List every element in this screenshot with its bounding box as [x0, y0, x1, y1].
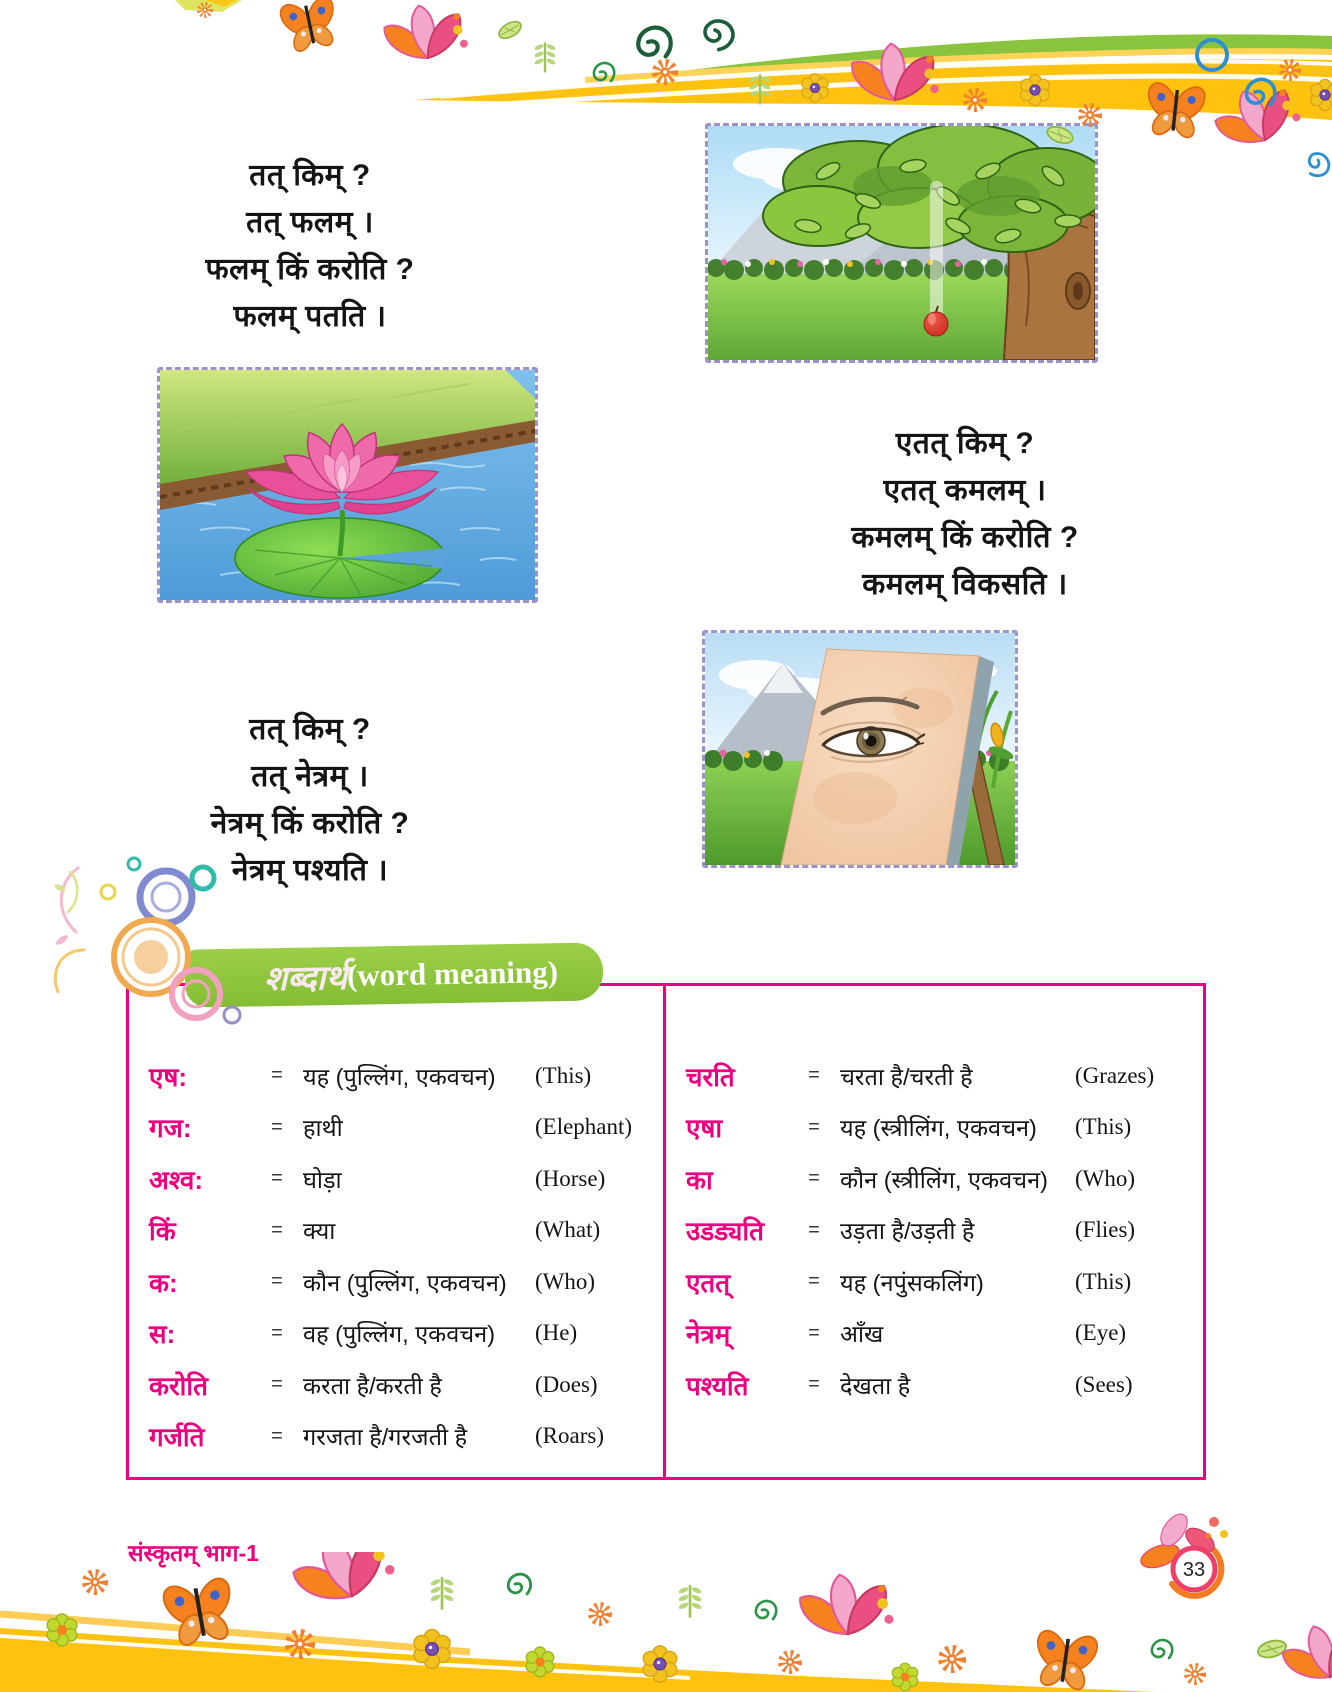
equals-sign: = [808, 1373, 820, 1396]
english-meaning: (Flies) [1075, 1217, 1136, 1243]
spiral-icon [638, 28, 670, 57]
equals-sign: = [808, 1321, 820, 1344]
equals-sign: = [808, 1218, 820, 1241]
spiral-icon [756, 1601, 776, 1619]
english-meaning: (This) [1075, 1268, 1132, 1294]
equals-sign: = [808, 1115, 820, 1138]
spiral-icon [1152, 1640, 1172, 1658]
starburst-icon [1188, 1667, 1202, 1681]
english-meaning: (He) [535, 1320, 578, 1346]
sanskrit-word: करोति [149, 1370, 208, 1401]
illustration-lotus [157, 367, 538, 603]
petal-flower-icon [789, 1564, 900, 1649]
top-decorative-border [0, 0, 1332, 185]
word-meaning-row [149, 1102, 657, 1154]
dialogue-line: तत् नेत्रम् । [251, 760, 369, 793]
starburst-icon [782, 1654, 798, 1670]
dialogue-line: कमलम् किं करोति ? [851, 521, 1079, 554]
hindi-meaning: यह (पुल्लिंग, एकवचन) [303, 1063, 496, 1090]
hindi-meaning: यह (स्त्रीलिंग, एकवचन) [840, 1115, 1037, 1142]
hindi-meaning: चरता है/चरती है [840, 1063, 973, 1090]
word-meaning-row [149, 1411, 657, 1463]
yellow-band [0, 1628, 1155, 1692]
petal-flower-icon [1278, 1623, 1332, 1684]
page-number-badge [1122, 1492, 1252, 1617]
english-meaning: (What) [535, 1217, 601, 1243]
butterfly-icon [272, 0, 347, 58]
hindi-meaning: क्या [303, 1218, 336, 1245]
apple-fall-streak [930, 181, 943, 321]
word-meaning-column-right [666, 986, 1203, 1477]
word-meaning-table [126, 983, 1206, 1480]
word-meaning-row [686, 1256, 1197, 1308]
spiral-icon [508, 1574, 530, 1594]
english-meaning: (Who) [535, 1268, 596, 1294]
leaf-icon [1045, 124, 1075, 147]
english-meaning: (Who) [1075, 1165, 1136, 1191]
word-meaning-row [149, 1308, 657, 1360]
equals-sign: = [808, 1064, 820, 1087]
word-meaning-row [149, 1359, 657, 1411]
flower-icon [526, 1647, 554, 1677]
hindi-meaning: वह (पुल्लिंग, एकवचन) [303, 1321, 496, 1348]
word-meaning-row [686, 1050, 1197, 1102]
english-meaning: (This) [535, 1062, 592, 1088]
word-meaning-row [686, 1205, 1197, 1257]
dialogue-block-2 [765, 420, 1165, 608]
flower-icon [643, 1646, 677, 1682]
dialogue-line: नेत्रम् किं करोति ? [210, 807, 410, 840]
sanskrit-word: एष: [149, 1061, 188, 1092]
hindi-meaning: कौन (पुल्लिंग, एकवचन) [303, 1269, 507, 1296]
spiral-icon [1307, 152, 1330, 177]
equals-sign: = [271, 1218, 283, 1241]
leaf-icon [496, 18, 524, 42]
sanskrit-word: चरति [686, 1061, 735, 1092]
fern-icon [430, 1577, 454, 1610]
english-meaning: (This) [1075, 1114, 1132, 1140]
dialogue-line: एतत् किम् ? [895, 427, 1035, 460]
sanskrit-word: उडड्यति [686, 1216, 764, 1247]
word-meaning-row [686, 1153, 1197, 1205]
english-meaning: (Horse) [535, 1165, 606, 1191]
hindi-meaning: देखता है [840, 1372, 911, 1399]
starburst-icon [1082, 107, 1098, 123]
fern-icon [678, 1585, 702, 1618]
dialogue-line: तत् किम् ? [249, 713, 371, 746]
flower-icon [892, 1663, 917, 1691]
petal-flower-icon [285, 1552, 397, 1609]
fern-icon [534, 42, 557, 72]
sanskrit-word: क: [149, 1267, 178, 1298]
flower-icon [802, 74, 828, 103]
starburst-icon [943, 1650, 961, 1668]
word-meaning-row [149, 1205, 657, 1257]
english-meaning: (Elephant) [535, 1114, 633, 1140]
equals-sign: = [271, 1373, 283, 1396]
english-meaning: (Sees) [1075, 1371, 1133, 1397]
equals-sign: = [271, 1115, 283, 1138]
sanskrit-word: का [686, 1164, 713, 1195]
sanskrit-word: नेत्रम् [686, 1319, 731, 1350]
hindi-meaning: कौन (स्त्रीलिंग, एकवचन) [840, 1166, 1048, 1193]
equals-sign: = [271, 1270, 283, 1293]
word-meaning-row [686, 1308, 1197, 1360]
equals-sign: = [808, 1167, 820, 1190]
butterfly-icon [1025, 1623, 1105, 1692]
flower-icon [1021, 74, 1050, 105]
hindi-meaning: यह (नपुंसकलिंग) [840, 1269, 984, 1296]
sanskrit-word: एतत् [686, 1267, 731, 1298]
hindi-meaning: करता है/करती है [303, 1372, 442, 1399]
equals-sign: = [271, 1424, 283, 1447]
heading-english: (word meaning) [346, 954, 559, 993]
dialogue-line: नेत्रम् पश्यति । [231, 854, 389, 887]
equals-sign: = [271, 1321, 283, 1344]
sanskrit-word: किं [149, 1216, 176, 1247]
sanskrit-word: गर्जति [149, 1422, 205, 1453]
flower-icon [414, 1630, 450, 1669]
dialogue-line: फलम् किं करोति ? [205, 253, 415, 286]
dialogue-line: फलम् पतति । [233, 300, 387, 333]
hindi-meaning: घोड़ा [303, 1166, 342, 1193]
word-meaning-row [149, 1256, 657, 1308]
hindi-meaning: गरजता है/गरजती है [303, 1424, 468, 1451]
flower-icon [47, 1614, 77, 1646]
sanskrit-word: स: [149, 1319, 176, 1350]
spiral-icon [700, 15, 738, 53]
page-number: 33 [1182, 1559, 1206, 1581]
hindi-meaning: उड़ता है/उड़ती है [840, 1218, 975, 1245]
petal-flower-icon [375, 0, 472, 70]
sanskrit-word: पश्यति [686, 1370, 749, 1401]
dialogue-line: तत् किम् ? [249, 159, 371, 192]
word-meaning-row [149, 1050, 657, 1102]
word-meaning-row [686, 1359, 1197, 1411]
heading-sanskrit: शब्दार्थ [263, 958, 348, 999]
illustration-eye-easel [702, 630, 1018, 868]
word-meaning-row [149, 1153, 657, 1205]
sanskrit-word: एषा [686, 1113, 723, 1144]
sanskrit-word: अश्व: [149, 1164, 204, 1195]
equals-sign: = [808, 1270, 820, 1293]
english-meaning: (Grazes) [1075, 1062, 1155, 1088]
starburst-icon [87, 1574, 104, 1591]
english-meaning: (Does) [535, 1371, 598, 1397]
english-meaning: (Eye) [1075, 1320, 1127, 1346]
dialogue-line: कमलम् विकसति । [862, 568, 1068, 601]
equals-sign: = [271, 1064, 283, 1087]
circles-flourish [46, 852, 276, 1027]
word-meaning-row [686, 1102, 1197, 1154]
hindi-meaning: आँख [840, 1321, 884, 1348]
equals-sign: = [271, 1167, 283, 1190]
hindi-meaning: हाथी [303, 1115, 343, 1142]
sanskrit-word: गज: [149, 1113, 192, 1144]
falling-apple [924, 312, 948, 336]
book-title: संस्कृतम् भाग-1 [128, 1540, 259, 1566]
dialogue-line: तत् फलम् । [246, 206, 374, 239]
word-meaning-column-left [129, 986, 666, 1477]
english-meaning: (Roars) [535, 1423, 604, 1449]
starburst-icon [592, 1606, 608, 1622]
dialogue-line: एतत् कमलम् । [883, 474, 1047, 507]
